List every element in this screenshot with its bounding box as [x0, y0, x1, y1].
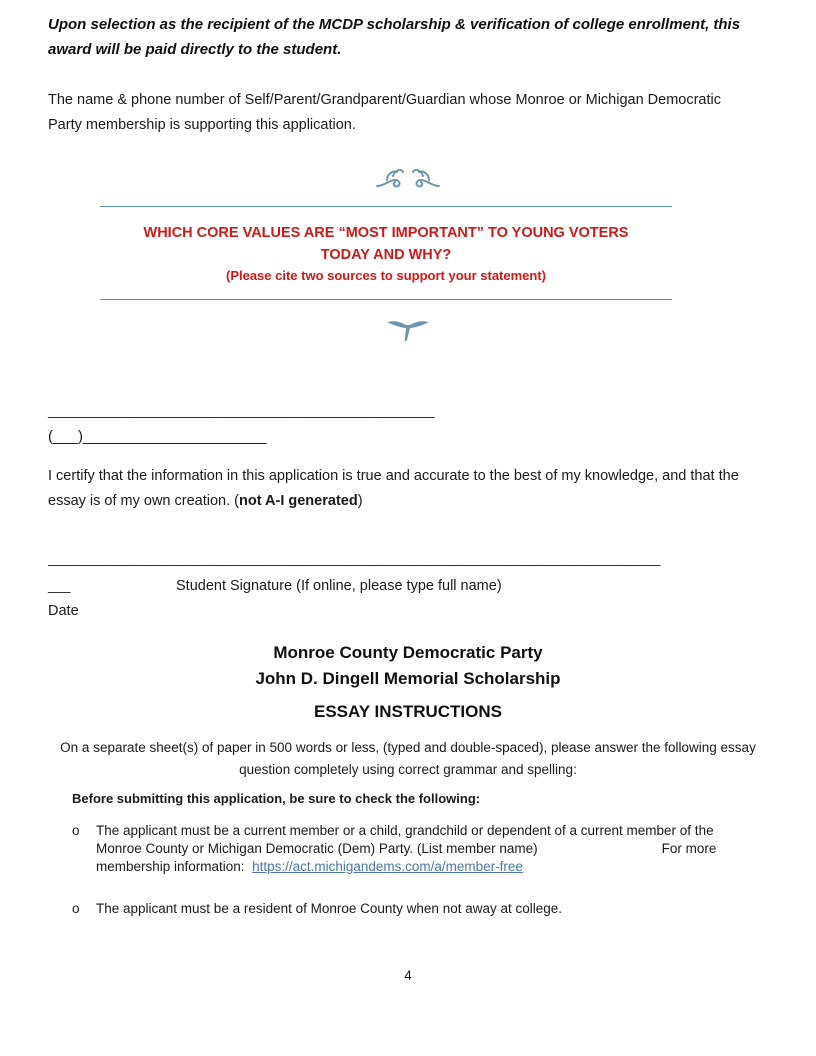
org-title: Monroe County Democratic Party — [273, 643, 543, 662]
membership-link[interactable]: https://act.michigandems.com/a/member-free — [252, 859, 523, 874]
question-line-2: TODAY AND WHY? — [320, 247, 452, 263]
bullet-marker: o — [72, 823, 80, 838]
certify-bold: not A-I generated — [239, 493, 358, 509]
checklist-item-text: The applicant must be a current member or a child, grandchild or dependent of a current member of the Monroe County or Michigan Democratic (Dem) Party. (List member name) — [96, 823, 714, 856]
award-payment-note: Upon selection as the recipient of the MCDP scholarship & verification of college enrollment, this award will be paid directly to the student. — [48, 16, 741, 58]
scholarship-title: John D. Dingell Memorial Scholarship — [255, 669, 561, 688]
bullet-marker: o — [72, 901, 80, 916]
certify-close: ) — [357, 493, 363, 509]
checklist-item-for: For — [661, 841, 682, 856]
question-note: (Please cite two sources to support your statement) — [225, 268, 547, 283]
fleuron-icon — [383, 314, 433, 344]
signature-field[interactable]: ____________________________________________________________________________________ — [48, 550, 661, 566]
essay-instructions-text: On a separate sheet(s) of paper in 500 words or less, (typed and double-spaced), please answer the following essay question completely using correct grammar and spelling: — [60, 740, 756, 777]
top-divider — [100, 206, 672, 207]
page-number: 4 — [404, 968, 412, 983]
flourish-icon — [373, 164, 443, 192]
flourish-top-ornament — [0, 164, 816, 197]
question-line-1: WHICH CORE VALUES ARE “MOST IMPORTANT” TO YOUNG VOTERS — [143, 225, 629, 241]
certification-statement — [48, 464, 778, 514]
membership-name-instruction: The name & phone number of Self/Parent/Grandparent/Guardian whose Monroe or Michigan Democratic Party membership is supporting this application. — [48, 92, 721, 133]
member-name-field[interactable]: _____________________________________________________ — [48, 402, 435, 418]
bottom-divider — [100, 299, 672, 300]
checklist-heading: Before submitting this application, be sure to check the following: — [72, 791, 481, 806]
date-label: Date — [48, 603, 79, 619]
essay-instructions-heading: ESSAY INSTRUCTIONS — [314, 702, 502, 721]
checklist-item-text: The applicant must be a resident of Monroe County when not away at college. — [96, 901, 563, 916]
checklist-item-more: more membership information: — [96, 841, 717, 874]
signature-label: Student Signature (If online, please type full name) — [176, 578, 502, 594]
member-phone-field[interactable]: (___)______________________ — [48, 428, 267, 445]
signature-field-tail: ___ — [48, 577, 70, 593]
flourish-bottom-ornament — [0, 314, 816, 349]
essay-question — [100, 222, 672, 286]
certify-text: I certify that the information in this application is true and accurate to the best of my knowledge, and that the essay is of my own creation. ( — [48, 468, 739, 509]
